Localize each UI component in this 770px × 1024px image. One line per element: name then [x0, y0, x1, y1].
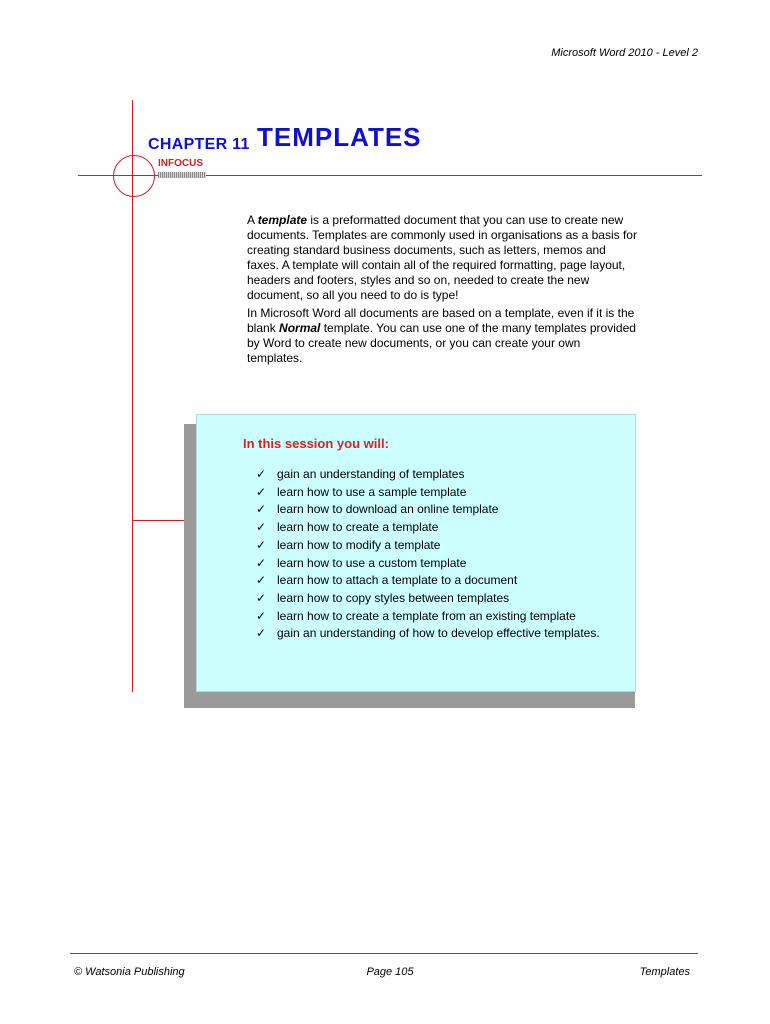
- session-objective-item: [256, 625, 616, 643]
- session-objective-text: learn how to copy styles between templates: [277, 590, 510, 605]
- session-objective-text: learn how to use a sample template: [277, 484, 467, 499]
- session-objective-text: learn how to use a custom template: [277, 555, 467, 570]
- session-objective-item: [256, 519, 616, 537]
- checkmark-icon: ✓: [256, 555, 267, 570]
- session-objective-item: [256, 537, 616, 555]
- session-objective-item: [256, 590, 616, 608]
- session-objectives-list: [256, 466, 616, 643]
- session-objective-text: gain an understanding of templates: [277, 467, 465, 481]
- session-objective-text: learn how to download an online template: [277, 502, 499, 517]
- checkmark-icon: ✓: [256, 608, 267, 623]
- intro-text: [247, 213, 637, 369]
- session-objective-text: learn how to create a template from an existing template: [277, 608, 576, 623]
- infocus-label: INFOCUS: [158, 158, 203, 169]
- checkmark-icon: ✓: [256, 484, 267, 499]
- intro-paragraph-2: In Microsoft Word all documents are based on a template, even if it is the blank Normal template. You can use one of the many templates provided by Word to create new documents, or you can create your own templates.: [247, 306, 636, 365]
- session-objective-text: learn how to attach a template to a document: [277, 573, 518, 588]
- checkmark-icon: ✓: [256, 573, 267, 588]
- chapter-circle-ornament: [113, 155, 155, 197]
- footer-section: Templates: [639, 966, 690, 978]
- checkmark-icon: ✓: [256, 590, 267, 605]
- session-objective-item: [256, 555, 616, 573]
- checkmark-icon: ✓: [256, 467, 267, 481]
- session-objective-item: [256, 501, 616, 519]
- checkmark-icon: ✓: [256, 520, 267, 535]
- chapter-title: TEMPLATES: [257, 122, 422, 152]
- checkmark-icon: ✓: [256, 626, 267, 641]
- footer-copyright: © Watsonia Publishing: [74, 966, 185, 978]
- infocus-bar: [158, 172, 206, 178]
- session-objective-text: learn how to modify a template: [277, 537, 441, 552]
- session-objective-text: gain an understanding of how to develop effective templates.: [277, 626, 600, 641]
- session-title: In this session you will:: [243, 436, 389, 451]
- session-objective-item: [256, 466, 616, 484]
- session-objective-item: [256, 608, 616, 626]
- checkmark-icon: ✓: [256, 537, 267, 552]
- footer-page-number: Page 105: [366, 966, 414, 978]
- chapter-label: CHAPTER 11: [148, 136, 250, 153]
- session-objective-item: [256, 572, 616, 590]
- session-objective-text: learn how to create a template: [277, 520, 439, 535]
- checkmark-icon: ✓: [256, 502, 267, 517]
- session-objective-item: [256, 484, 616, 502]
- intro-paragraph-1: A template is a preformatted document that you can use to create new documents. Templates are commonly used in organisations as a basis for creating standard business documents, such as letters, memos and faxes. A template will contain all of the required formatting, page layout, headers and footers, styles and so on, needed to create the new document, so all you need to do is type!: [247, 213, 637, 302]
- footer-rule: [70, 953, 698, 954]
- running-header: Microsoft Word 2010 - Level 2: [551, 47, 698, 59]
- session-connector-rule: [132, 520, 184, 521]
